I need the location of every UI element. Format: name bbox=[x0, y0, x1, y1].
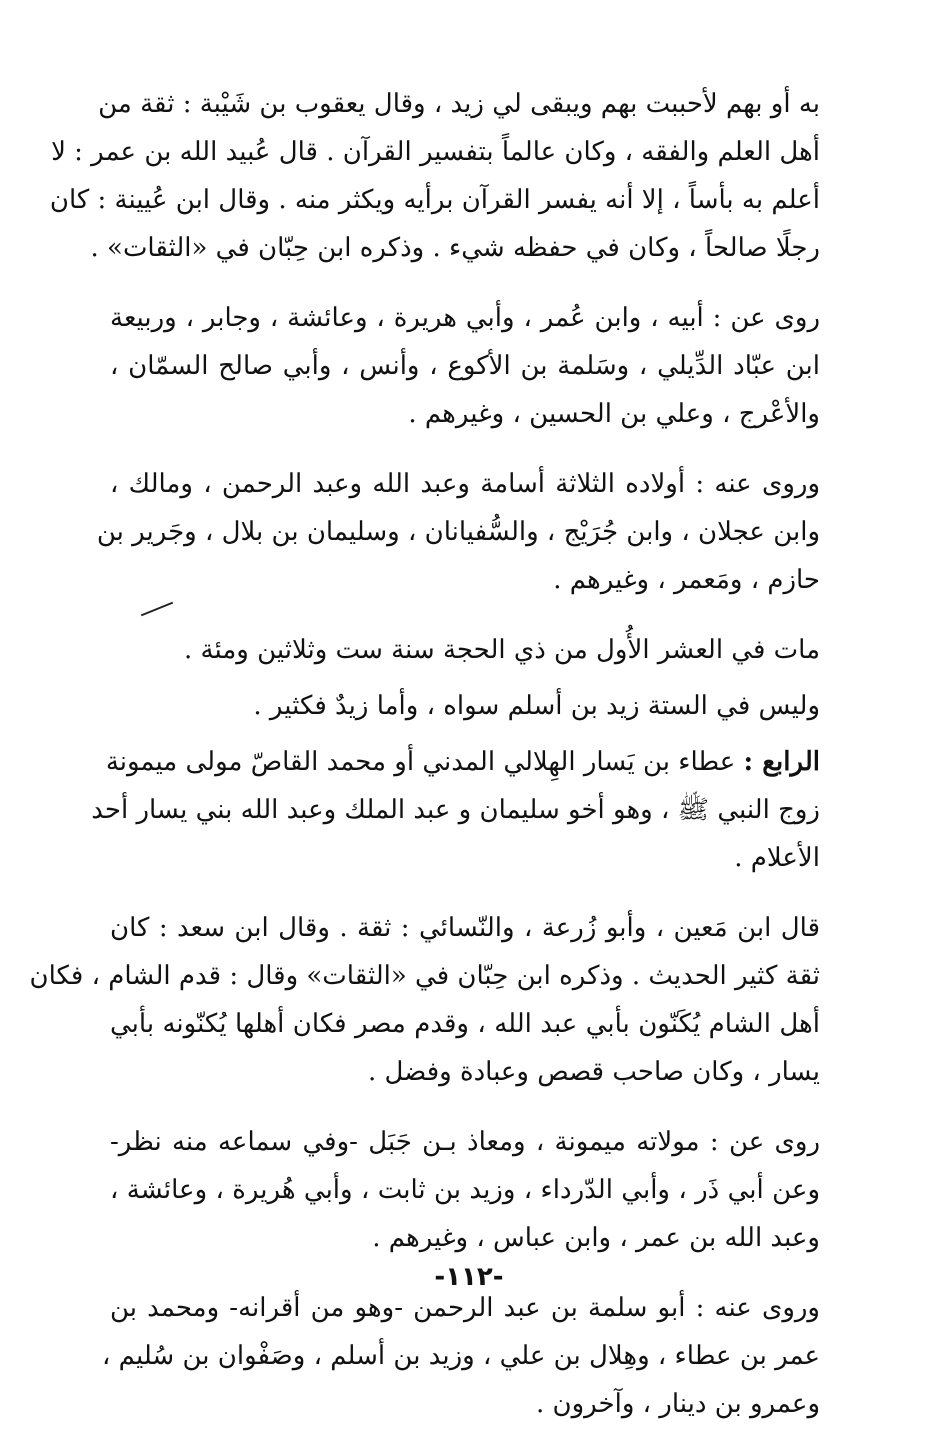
paragraph-death bbox=[110, 626, 820, 674]
text-line: يسار ، وكان صاحب قصص وعبادة وفضل . bbox=[367, 1057, 820, 1087]
paragraph-narrated-from-2 bbox=[110, 1118, 820, 1262]
text-line: أهل الشام يُكَنّون بأبي عبد الله ، وقدم مصر فكان أهلها يُكنّونه بأبي bbox=[110, 1009, 820, 1039]
text-line: حازم ، ومَعمر ، وغيرهم . bbox=[553, 565, 820, 595]
paragraph-note bbox=[110, 682, 820, 730]
text-line: وعن أبي ذَر ، وأبي الدّرداء ، وزيد بن ثابت ، وأبي هُريرة ، وعائشة ، bbox=[110, 1175, 820, 1205]
text-line: قال ابن مَعين ، وأبو زُرعة ، والنّسائي : ثقة . وقال ابن سعد : كان bbox=[110, 913, 820, 943]
text-line: مات في العشر الأُول من ذي الحجة سنة ست وثلاثين ومئة . bbox=[184, 635, 820, 665]
text-line: به أو بهم لأحببت بهم ويبقى لي زيد ، وقال يعقوب بن شَيْبة : ثقة من bbox=[98, 89, 820, 119]
text-line: وابن عجلان ، وابن جُرَيْج ، والسُّفيانان ، وسليمان بن بلال ، وجَرير بن bbox=[96, 517, 820, 547]
paragraph-narrated-by-2 bbox=[102, 1284, 820, 1428]
text-line: وعبد الله بن عمر ، وابن عباس ، وغيرهم . bbox=[372, 1223, 820, 1253]
text-line: عمر بن عطاء ، وهِلال بن علي ، وزيد بن أسلم ، وصَفْوان بن سُليم ، bbox=[102, 1341, 820, 1371]
text-line: روى عن : مولاته ميمونة ، ومعاذ بـن جَبَل -وفي سماعه منه نظر- bbox=[110, 1127, 820, 1157]
text-line: أعلم به بأساً ، إلا أنه يفسر القرآن برأيه ويكثر منه . وقال ابن عُيينة : كان bbox=[49, 185, 820, 215]
text-line: ابن عبّاد الدِّيلي ، وسَلمة بن الأكوع ، وأنس ، وأبي صالح السمّان ، bbox=[110, 351, 820, 381]
paragraph-assessments bbox=[29, 904, 820, 1096]
text-line: روى عن : أبيه ، وابن عُمر ، وأبي هريرة ، وعائشة ، وجابر ، وربيعة bbox=[110, 303, 820, 333]
entry-heading: الرابع : bbox=[743, 747, 820, 777]
page-body bbox=[29, 80, 820, 1450]
text-line: وروى عنه : أبو سلمة بن عبد الرحمن -وهو من أقرانه- ومحمد بن bbox=[110, 1293, 820, 1323]
text-line: وعمرو بن دينار ، وآخرون . bbox=[536, 1389, 820, 1419]
text-line: أهل العلم والفقه ، وكان عالماً بتفسير القرآن . قال عُبيد الله بن عمر : لا bbox=[51, 137, 820, 167]
paragraph-narrated-by bbox=[96, 460, 820, 604]
text-line: والأعْرج ، وعلي بن الحسين ، وغيرهم . bbox=[408, 399, 820, 429]
paragraph-narrated-from bbox=[110, 294, 820, 438]
text-line bbox=[105, 738, 820, 786]
text-line: زوج النبي ﷺ ، وهو أخو سليمان و عبد الملك وعبد الله بني يسار أحد bbox=[91, 795, 820, 825]
text-line: وروى عنه : أولاده الثلاثة أسامة وعبد الله وعبد الرحمن ، ومالك ، bbox=[110, 469, 820, 499]
text-line: وليس في الستة زيد بن أسلم سواه ، وأما زيدٌ فكثير . bbox=[253, 691, 820, 721]
entry-heading-rest: عطاء بن يَسار الهِلالي المدني أو محمد القاصّ مولى ميمونة bbox=[105, 747, 744, 777]
text-line: الأعلام . bbox=[734, 843, 820, 873]
paragraph-fourth-entry bbox=[91, 738, 820, 882]
page-number: -١١٢- bbox=[434, 1262, 504, 1292]
text-line: ثقة كثير الحديث . وذكره ابن حِبّان في «الثقات» وقال : قدم الشام ، فكان bbox=[29, 961, 820, 991]
paragraph-1 bbox=[49, 80, 820, 272]
text-line: رجلًا صالحاً ، وكان في حفظه شيء . وذكره ابن حِبّان في «الثقات» . bbox=[90, 233, 820, 263]
